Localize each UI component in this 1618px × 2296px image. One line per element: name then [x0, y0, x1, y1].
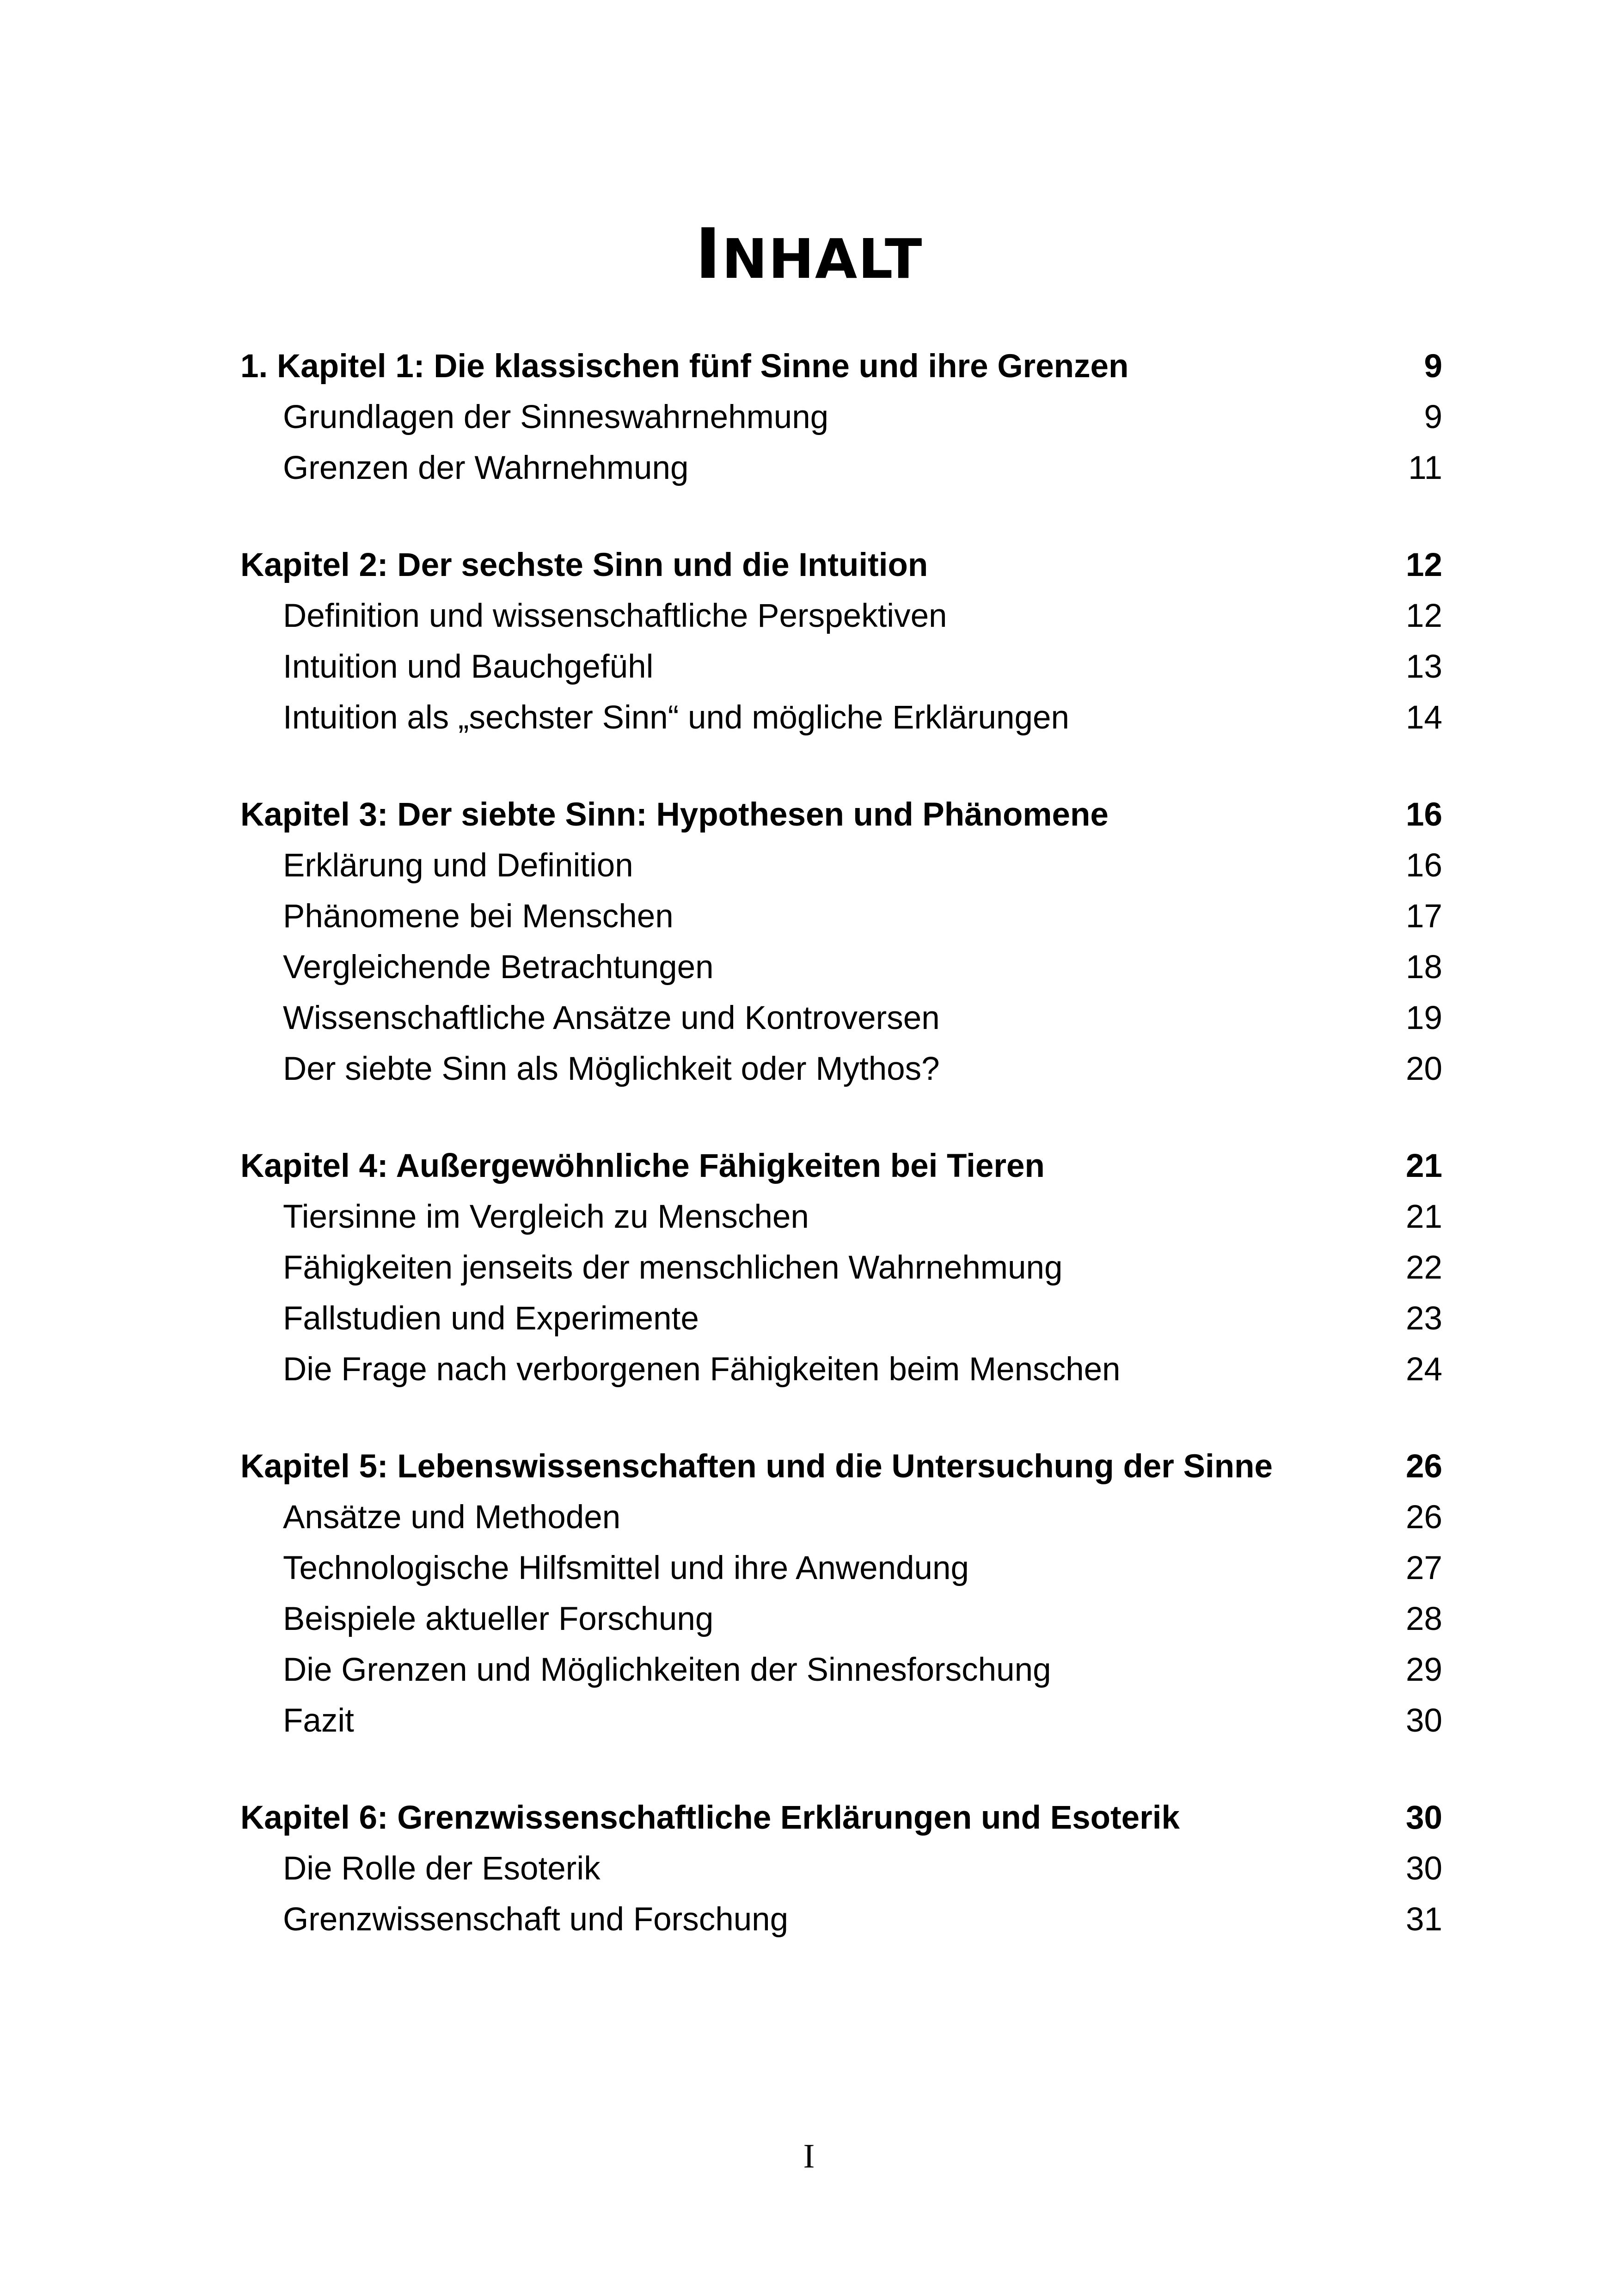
toc-section-page: 28	[1406, 1601, 1442, 1637]
toc-section-title: Fazit	[283, 1702, 354, 1739]
toc-section-row[interactable]	[240, 1044, 1442, 1095]
toc-section-row[interactable]	[240, 392, 1442, 443]
toc-section-row[interactable]	[240, 1696, 1442, 1746]
toc-chapter-heading[interactable]	[240, 1793, 1442, 1843]
toc-section-page: 14	[1406, 699, 1442, 736]
toc-section-page: 19	[1406, 1000, 1442, 1036]
toc-section-row[interactable]	[240, 993, 1442, 1044]
toc-chapter-page: 30	[1406, 1800, 1442, 1836]
toc-chapter-heading[interactable]	[240, 1441, 1442, 1492]
toc-section-title: Erklärung und Definition	[283, 847, 633, 884]
toc-section-title: Intuition als „sechster Sinn“ und mögliche Erklärungen	[283, 699, 1069, 736]
toc-chapter-4	[240, 1141, 1442, 1395]
page-number-footer: I	[803, 2137, 815, 2175]
toc-chapter-page: 12	[1406, 547, 1442, 583]
toc-section-page: 12	[1406, 598, 1442, 634]
toc-section-row[interactable]	[240, 443, 1442, 494]
toc-section-row[interactable]	[240, 642, 1442, 692]
toc-section-page: 27	[1406, 1550, 1442, 1586]
toc-chapter-6	[240, 1793, 1442, 1945]
toc-section-row[interactable]	[240, 1594, 1442, 1645]
toc-section-title: Technologische Hilfsmittel und ihre Anwendung	[283, 1550, 969, 1586]
toc-section-row[interactable]	[240, 1894, 1442, 1945]
toc-section-title: Grenzwissenschaft und Forschung	[283, 1901, 789, 1938]
toc-section-row[interactable]	[240, 1543, 1442, 1594]
toc-chapter-heading[interactable]	[240, 790, 1442, 840]
toc-section-title: Beispiele aktueller Forschung	[283, 1601, 714, 1637]
toc-section-title: Der siebte Sinn als Möglichkeit oder Mythos?	[283, 1051, 940, 1087]
toc-section-title: Fallstudien und Experimente	[283, 1300, 699, 1337]
toc-chapter-title: Kapitel 3: Der siebte Sinn: Hypothesen und Phänomene	[240, 796, 1109, 833]
page-title-initial: I	[695, 214, 722, 294]
toc-section-row[interactable]	[240, 1192, 1442, 1243]
toc-section-page: 26	[1406, 1499, 1442, 1536]
page-title	[0, 213, 1618, 300]
toc-section-page: 9	[1424, 399, 1442, 435]
page-title-rest: NHALT	[722, 227, 923, 291]
toc-chapter-page: 9	[1424, 348, 1442, 385]
toc-section-row[interactable]	[240, 1344, 1442, 1395]
toc-section-row[interactable]	[240, 692, 1442, 743]
toc-section-row[interactable]	[240, 891, 1442, 942]
toc-chapter-3	[240, 790, 1442, 1095]
toc-section-page: 20	[1406, 1051, 1442, 1087]
toc-section-row[interactable]	[240, 1243, 1442, 1293]
toc-section-page: 18	[1406, 949, 1442, 986]
toc-section-title: Grenzen der Wahrnehmung	[283, 450, 689, 486]
toc-chapter-1	[240, 341, 1442, 494]
toc-section-row[interactable]	[240, 591, 1442, 642]
toc-chapter-page: 16	[1406, 796, 1442, 833]
toc-chapter-title: 1. Kapitel 1: Die klassischen fünf Sinne und ihre Grenzen	[240, 348, 1129, 385]
toc-section-page: 23	[1406, 1300, 1442, 1337]
toc-chapter-title: Kapitel 2: Der sechste Sinn und die Intuition	[240, 547, 928, 583]
toc-chapter-page: 26	[1406, 1448, 1442, 1485]
toc-section-title: Definition und wissenschaftliche Perspektiven	[283, 598, 947, 634]
toc-section-page: 24	[1406, 1351, 1442, 1388]
toc-section-title: Die Frage nach verborgenen Fähigkeiten beim Menschen	[283, 1351, 1121, 1388]
toc-section-page: 31	[1406, 1901, 1442, 1938]
toc-chapter-heading[interactable]	[240, 540, 1442, 591]
toc-section-page: 30	[1406, 1702, 1442, 1739]
toc-section-page: 21	[1406, 1199, 1442, 1235]
table-of-contents	[240, 341, 1442, 1991]
toc-section-title: Die Rolle der Esoterik	[283, 1850, 601, 1887]
toc-chapter-title: Kapitel 5: Lebenswissenschaften und die Untersuchung der Sinne	[240, 1448, 1273, 1485]
toc-section-page: 13	[1406, 649, 1442, 685]
toc-section-title: Fähigkeiten jenseits der menschlichen Wahrnehmung	[283, 1249, 1063, 1286]
toc-section-title: Grundlagen der Sinneswahrnehmung	[283, 399, 829, 435]
toc-section-page: 16	[1406, 847, 1442, 884]
toc-chapter-2	[240, 540, 1442, 743]
toc-section-title: Die Grenzen und Möglichkeiten der Sinnesforschung	[283, 1652, 1051, 1688]
toc-chapter-heading[interactable]	[240, 1141, 1442, 1192]
toc-chapter-heading[interactable]	[240, 341, 1442, 392]
toc-chapter-5	[240, 1441, 1442, 1746]
toc-chapter-title: Kapitel 4: Außergewöhnliche Fähigkeiten bei Tieren	[240, 1148, 1045, 1184]
toc-section-row[interactable]	[240, 840, 1442, 891]
toc-section-page: 11	[1408, 450, 1442, 486]
toc-section-row[interactable]	[240, 1843, 1442, 1894]
toc-section-row[interactable]	[240, 1293, 1442, 1344]
toc-section-title: Ansätze und Methoden	[283, 1499, 621, 1536]
toc-chapter-page: 21	[1406, 1148, 1442, 1184]
toc-chapter-title: Kapitel 6: Grenzwissenschaftliche Erklärungen und Esoterik	[240, 1800, 1180, 1836]
toc-section-page: 22	[1406, 1249, 1442, 1286]
toc-section-page: 17	[1406, 898, 1442, 935]
toc-section-page: 29	[1406, 1652, 1442, 1688]
toc-section-title: Vergleichende Betrachtungen	[283, 949, 714, 986]
toc-section-title: Tiersinne im Vergleich zu Menschen	[283, 1199, 809, 1235]
toc-section-row[interactable]	[240, 1645, 1442, 1696]
toc-section-title: Wissenschaftliche Ansätze und Kontroversen	[283, 1000, 940, 1036]
toc-section-page: 30	[1406, 1850, 1442, 1887]
toc-section-title: Intuition und Bauchgefühl	[283, 649, 654, 685]
toc-section-row[interactable]	[240, 942, 1442, 993]
toc-section-row[interactable]	[240, 1492, 1442, 1543]
toc-section-title: Phänomene bei Menschen	[283, 898, 674, 935]
